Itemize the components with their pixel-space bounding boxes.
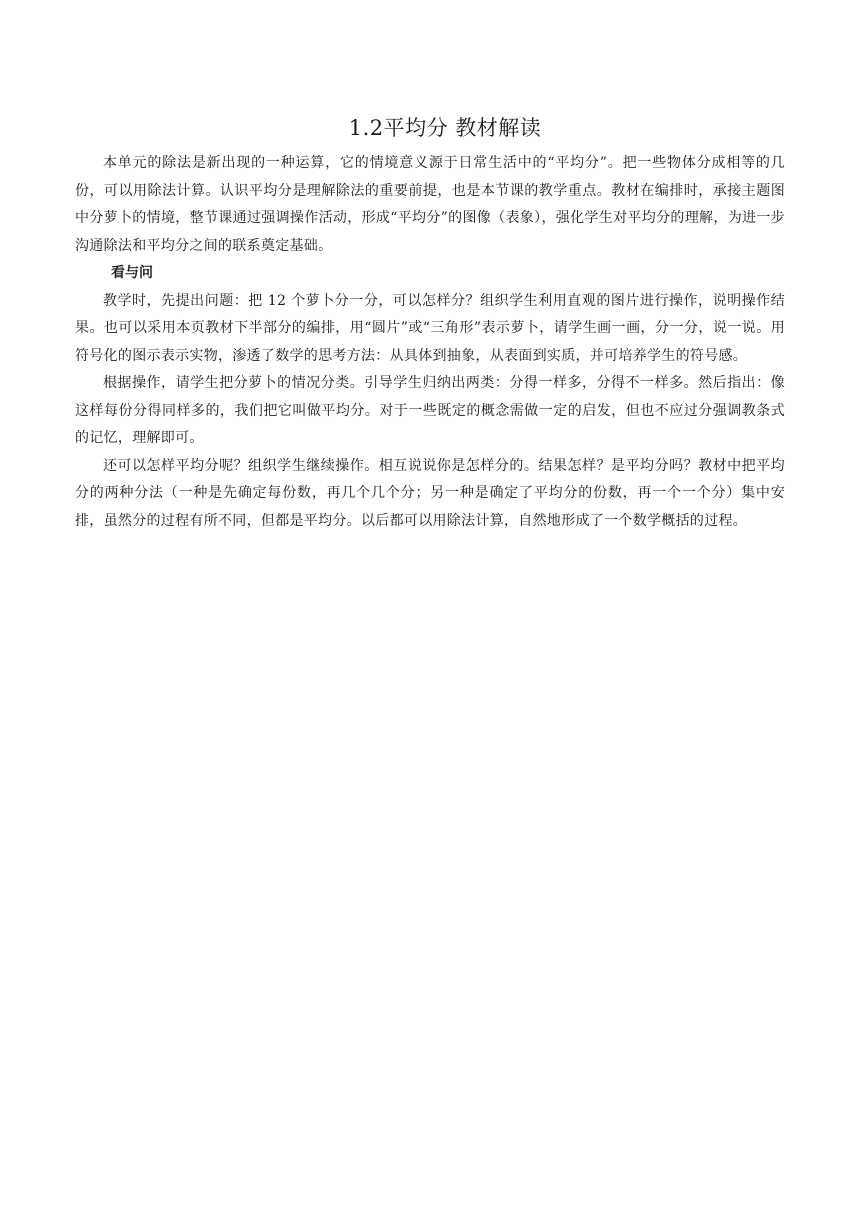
- section-heading: 看与问: [111, 265, 153, 281]
- page-title: 1.2平均分 教材解读: [348, 116, 542, 140]
- body-paragraph-2: 根据操作，请学生把分萝卜的情况分类。引导学生归纳出两类：分得一样多，分得不一样多。然后指出：像这样每份分得同样多的，我们把它叫做平均分。对于一些既定的概念需做一定的启发，但也不应过分强调教条式的记忆，理解即可。: [75, 375, 785, 446]
- document-page: [75, 112, 785, 535]
- intro-paragraph: 本单元的除法是新出现的一种运算，它的情境意义源于日常生活中的“平均分”。把一些物体分成相等的几份，可以用除法计算。认识平均分是理解除法的重要前提，也是本节课的教学重点。教材在编排时，承接主题图中分萝卜的情境，整节课通过强调操作活动，形成“平均分”的图像（表象），强化学生对平均分的理解，为进一步沟通除法和平均分之间的联系奠定基础。: [75, 155, 785, 254]
- body-paragraph-3: 还可以怎样平均分呢？组织学生继续操作。相互说说你是怎样分的。结果怎样？是平均分吗？教材中把平均分的两种分法（一种是先确定每份数，再几个几个分；另一种是确定了平均分的份数，再一个一个分）集中安排，虽然分的过程有所不同，但都是平均分。以后都可以用除法计算，自然地形成了一个数学概括的过程。: [75, 457, 785, 529]
- body-paragraph-1: 教学时，先提出问题：把 12 个萝卜分一分，可以怎样分？组织学生利用直观的图片进行操作，说明操作结果。也可以采用本页教材下半部分的编排，用“圆片”或“三角形”表示萝卜，请学生画一画，分一分，说一说。用符号化的图示表示实物，渗透了数学的思考方法：从具体到抽象，从表面到实质，并可培养学生的符号感。: [75, 292, 785, 364]
